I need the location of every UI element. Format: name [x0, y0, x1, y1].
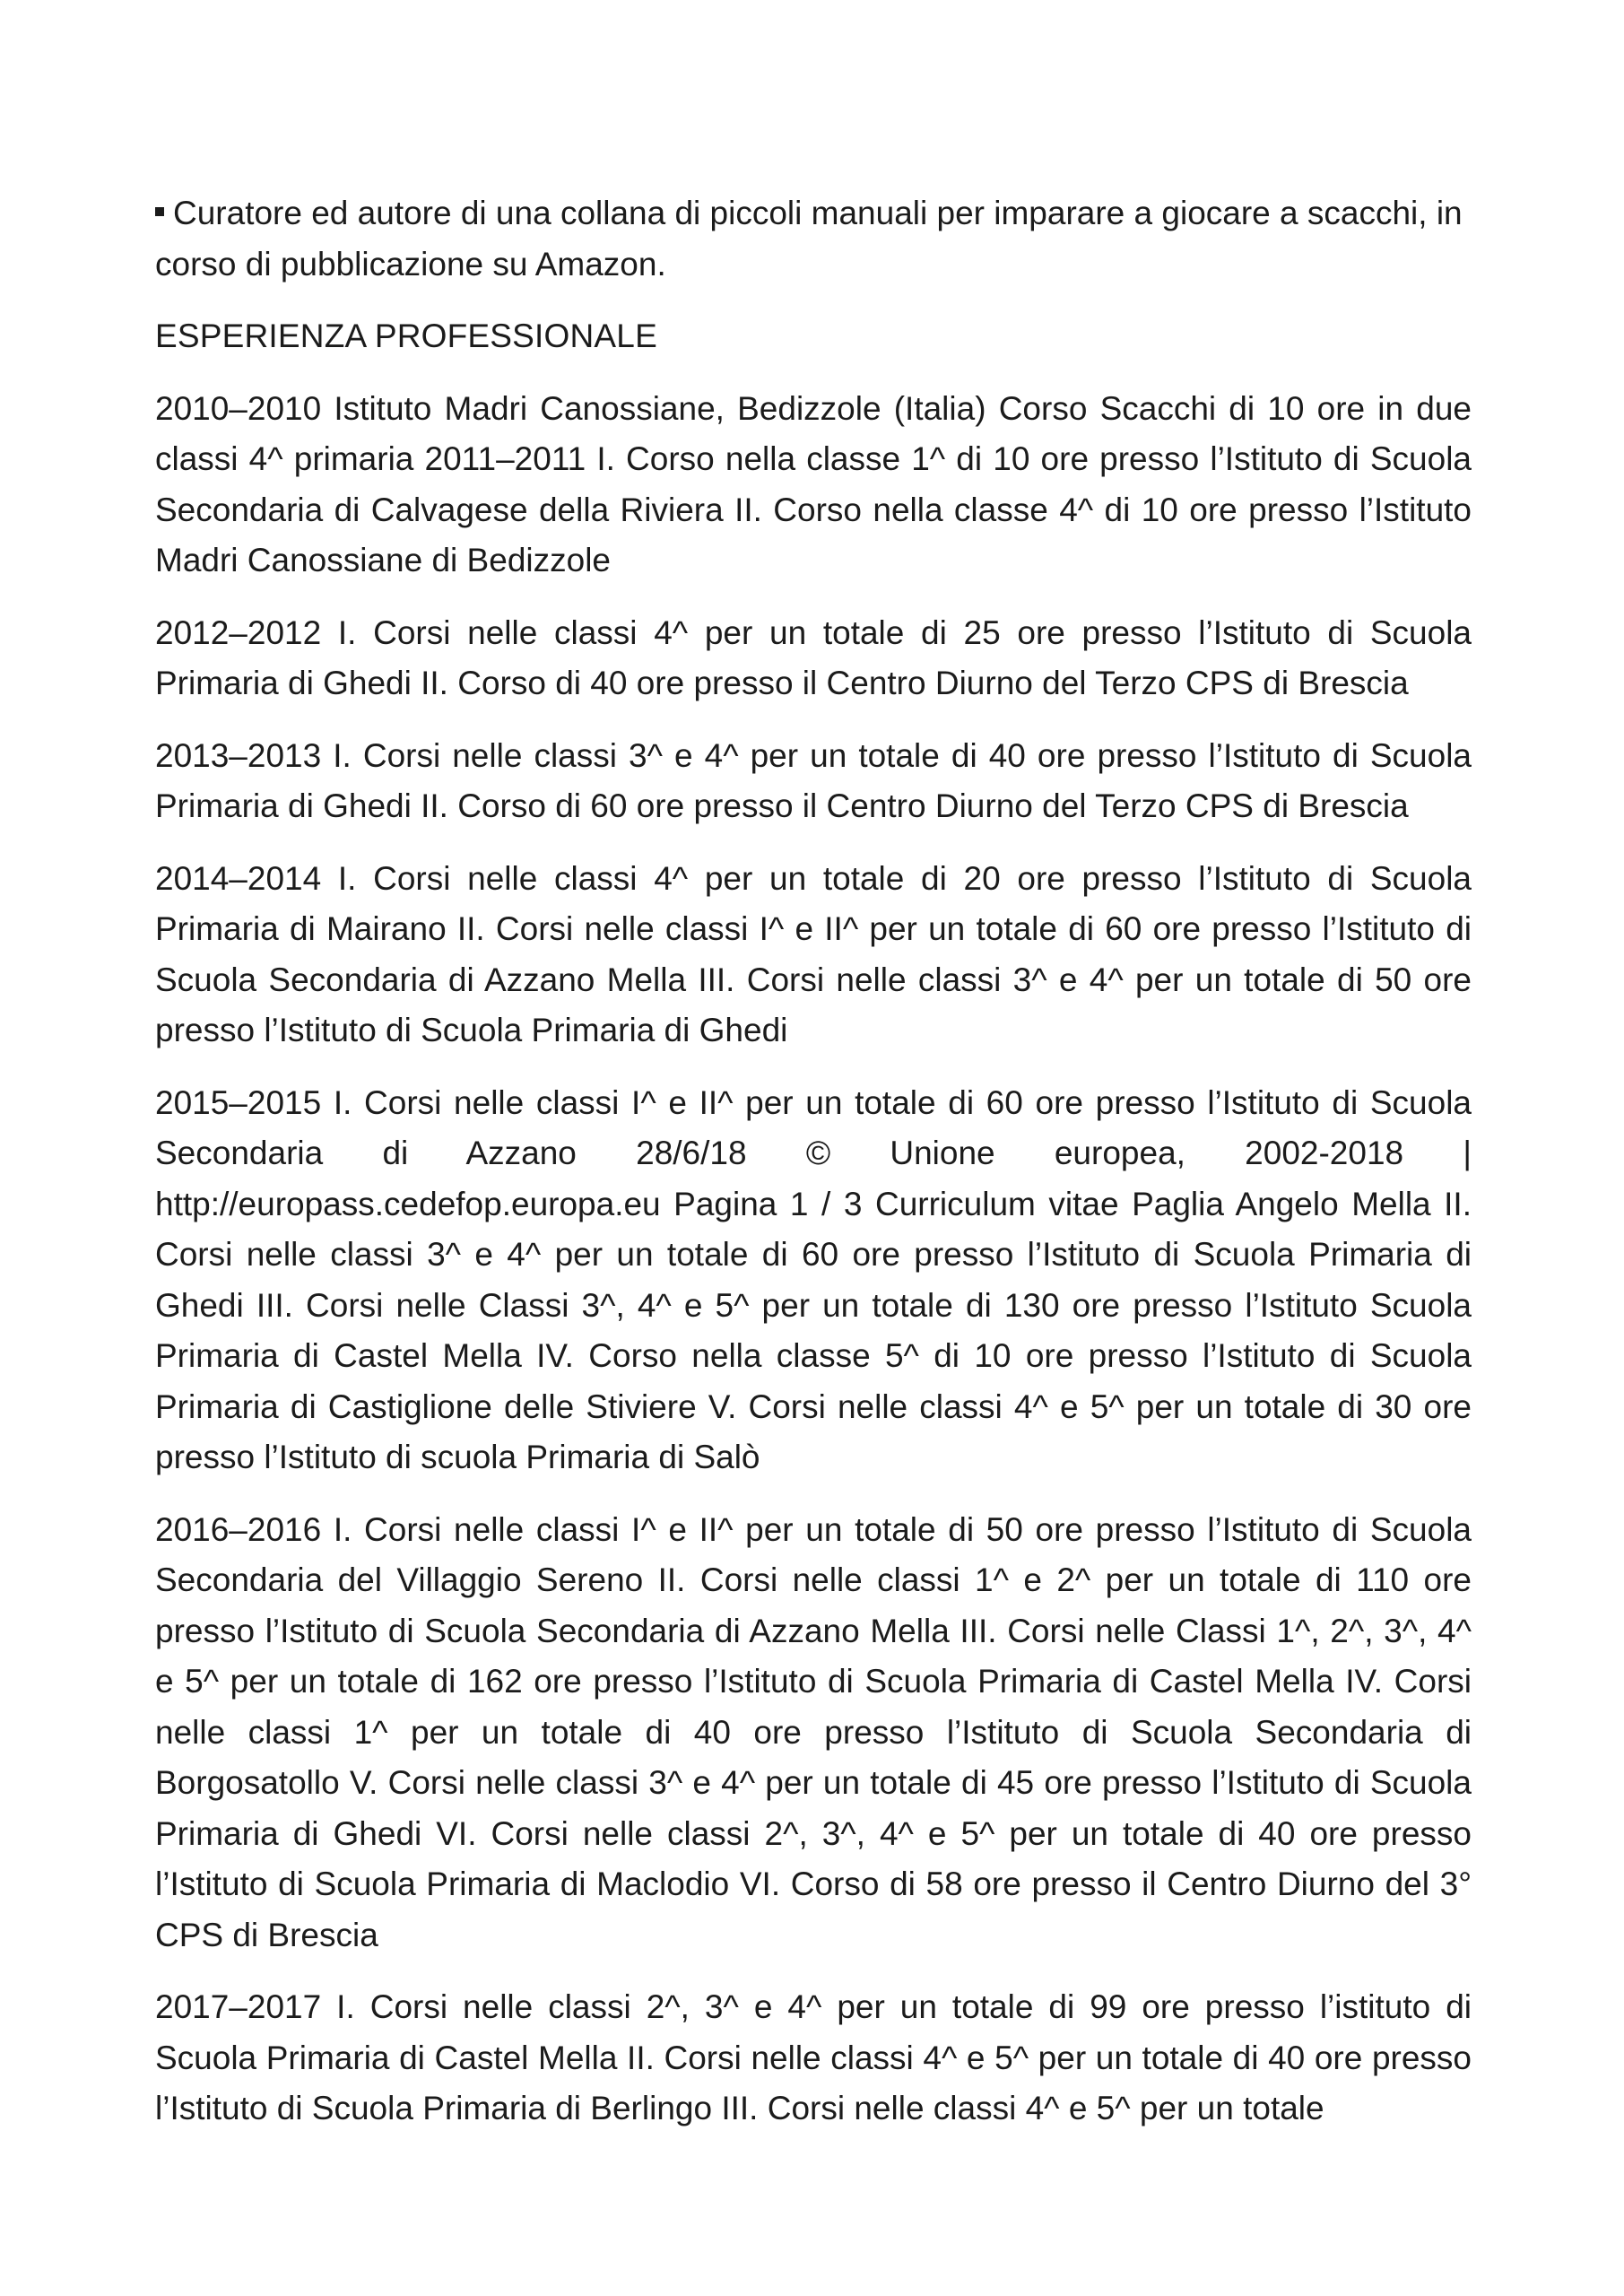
square-bullet-icon	[155, 207, 164, 216]
experience-paragraph-2015: 2015–2015 I. Corsi nelle classi I^ e II^ per un totale di 60 ore presso l’Istituto di Scuola Secondaria di Azzano 28/6/18 © Unione europea, 2002-2018 | http://europass.cedefop.europa.eu Pagina 1 / 3 Curriculum vitae Paglia Angelo Mella II. Corsi nelle classi 3^ e 4^ per un totale di 60 ore presso l’Istituto di Scuola Primaria di Ghedi III. Corsi nelle Classi 3^, 4^ e 5^ per un totale di 130 ore presso l’Istituto Scuola Primaria di Castel Mella IV. Corso nella classe 5^ di 10 ore presso l’Istituto di Scuola Primaria di Castiglione delle Stiviere V. Corsi nelle classi 4^ e 5^ per un totale di 30 ore presso l’Istituto di scuola Primaria di Salò	[155, 1083, 1472, 1475]
experience-paragraph-2012: 2012–2012 I. Corsi nelle classi 4^ per un totale di 25 ore presso l’Istituto di Scuola Primaria di Ghedi II. Corso di 40 ore presso il Centro Diurno del Terzo CPS di Brescia	[155, 613, 1472, 701]
section-heading: ESPERIENZA PROFESSIONALE	[155, 317, 657, 354]
experience-paragraph-2010: 2010–2010 Istituto Madri Canossiane, Bedizzole (Italia) Corso Scacchi di 10 ore in due classi 4^ primaria 2011–2011 I. Corso nella classe 1^ di 10 ore presso l’Istituto di Scuola Secondaria di Calvagese della Riviera II. Corso nella classe 4^ di 10 ore presso l’Istituto Madri Canossiane di Bedizzole	[155, 389, 1472, 578]
experience-paragraph-2016: 2016–2016 I. Corsi nelle classi I^ e II^ per un totale di 50 ore presso l’Istituto di Scuola Secondaria del Villaggio Sereno II. Corsi nelle classi 1^ e 2^ per un totale di 110 ore presso l’Istituto di Scuola Secondaria di Azzano Mella III. Corsi nelle Classi 1^, 2^, 3^, 4^ e 5^ per un totale di 162 ore presso l’Istituto di Scuola Primaria di Castel Mella IV. Corsi nelle classi 1^ per un totale di 40 ore presso l’Istituto di Scuola Secondaria di Borgosatollo V. Corsi nelle classi 3^ e 4^ per un totale di 45 ore presso l’Istituto di Scuola Primaria di Ghedi VI. Corsi nelle classi 2^, 3^, 4^ e 5^ per un totale di 40 ore presso l’Istituto di Scuola Primaria di Maclodio VI. Corso di 58 ore presso il Centro Diurno del 3° CPS di Brescia	[155, 1510, 1472, 1953]
intro-bullet-text: Curatore ed autore di una collana di piccoli manuali per imparare a giocare a scacchi, in corso di pubblicazione su Amazon.	[155, 195, 1463, 283]
document-page	[155, 188, 1472, 2156]
experience-paragraph-2013: 2013–2013 I. Corsi nelle classi 3^ e 4^ per un totale di 40 ore presso l’Istituto di Scuola Primaria di Ghedi II. Corso di 60 ore presso il Centro Diurno del Terzo CPS di Brescia	[155, 736, 1472, 824]
experience-paragraph-2014: 2014–2014 I. Corsi nelle classi 4^ per un totale di 20 ore presso l’Istituto di Scuola Primaria di Mairano II. Corsi nelle classi I^ e II^ per un totale di 60 ore presso l’Istituto di Scuola Secondaria di Azzano Mella III. Corsi nelle classi 3^ e 4^ per un totale di 50 ore presso l’Istituto di Scuola Primaria di Ghedi	[155, 859, 1472, 1048]
experience-paragraph-2017: 2017–2017 I. Corsi nelle classi 2^, 3^ e 4^ per un totale di 99 ore presso l’istituto di Scuola Primaria di Castel Mella II. Corsi nelle classi 4^ e 5^ per un totale di 40 ore presso l’Istituto di Scuola Primaria di Berlingo III. Corsi nelle classi 4^ e 5^ per un totale	[155, 1988, 1472, 2126]
intro-bullet-item	[155, 188, 1472, 290]
